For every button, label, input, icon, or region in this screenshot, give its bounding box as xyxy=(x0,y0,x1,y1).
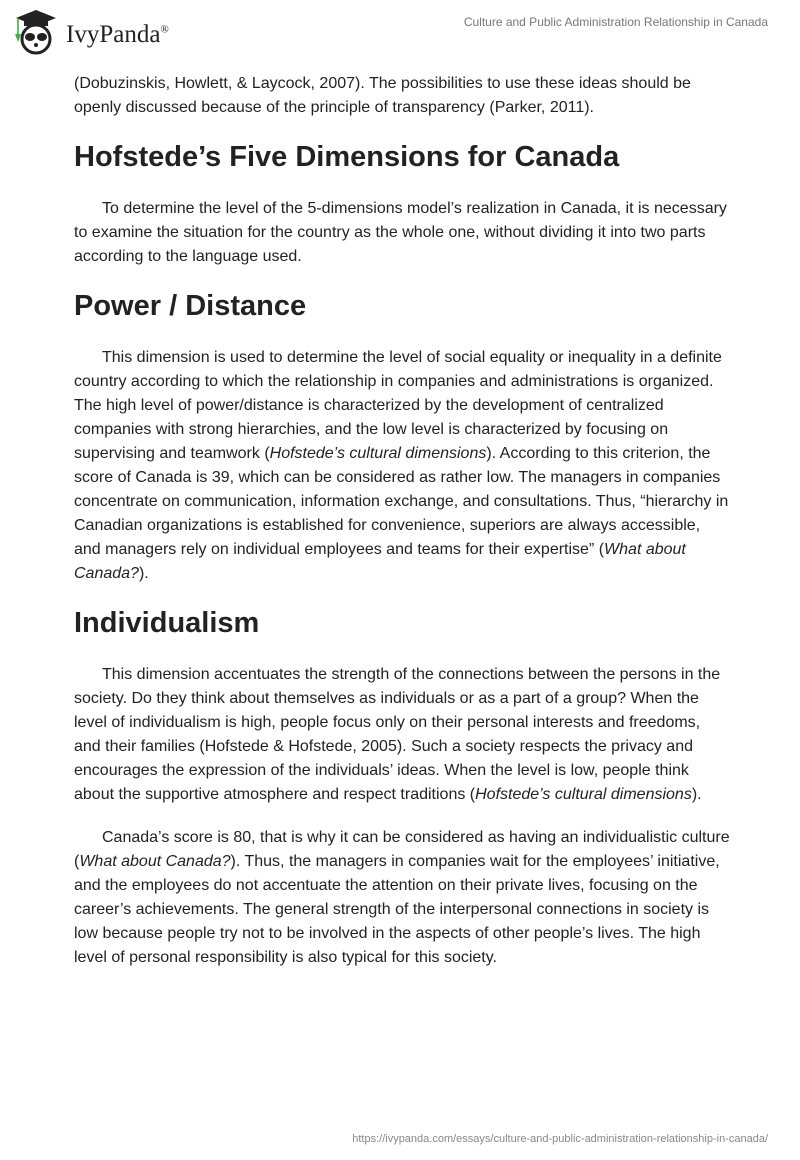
source-url[interactable]: https://ivypanda.com/essays/culture-and-public-administration-relationship-in-canada/ xyxy=(352,1133,768,1145)
document-title: Culture and Public Administration Relationship in Canada xyxy=(463,15,768,29)
paragraph: Canada’s score is 80, that is why it can be considered as having an individualistic culture (What about Canada?). Thus, the managers in companies wait for the employees’ initiative, and the employees do not accentuate the attention on their private lives, focusing on the career’s achievements. The general strength of the interpersonal connections in society is low because people try not to be involved in the aspects of other people’s lives. The high level of personal responsibility is also typical for this society. xyxy=(74,829,730,966)
logo-text: IvyPanda® xyxy=(66,21,169,48)
section-heading: Individualism xyxy=(74,607,260,639)
panda-graduate-icon xyxy=(12,8,60,56)
section-heading: Hofstede’s Five Dimensions for Canada xyxy=(74,141,620,173)
paragraph: (Dobuzinskis, Howlett, & Laycock, 2007). The possibilities to use these ideas should be openly discussed because of the principle of transparency (Parker, 2011). xyxy=(74,75,691,116)
section-heading: Power / Distance xyxy=(74,290,307,322)
paragraph: This dimension is used to determine the level of social equality or inequality in a definite country according to which the relationship in companies and administrations is organized. The high level of power/distance is characterized by the development of centralized companies with strong hierarchies, and the low level is characterized by focusing on supervising and teamwork (Hofstede’s cultural dimensions). According to this criterion, the score of Canada is 39, which can be considered as rather low. The managers in companies concentrate on communication, information exchange, and consultations. Thus, “hierarchy in Canadian organizations is established for convenience, superiors are always accessible, and managers rely on individual employees and teams for their expertise” (What about Canada?). xyxy=(74,349,729,582)
ivypanda-logo[interactable] xyxy=(12,8,169,56)
paragraph: This dimension accentuates the strength of the connections between the persons in the society. Do they think about themselves as individuals or as a part of a group? When the level of individualism is high, people focus only on their personal interests and freedoms, and their families (Hofstede & Hofstede, 2005). Such a society respects the privacy and encourages the expression of the individuals’ ideas. When the level is low, people think about the supportive atmosphere and respect traditions (Hofstede’s cultural dimensions). xyxy=(74,666,721,803)
paragraph: To determine the level of the 5-dimensions model’s realization in Canada, it is necessary to examine the situation for the country as the whole one, without dividing it into two parts according to the language used. xyxy=(74,200,727,265)
essay-body xyxy=(74,72,730,989)
